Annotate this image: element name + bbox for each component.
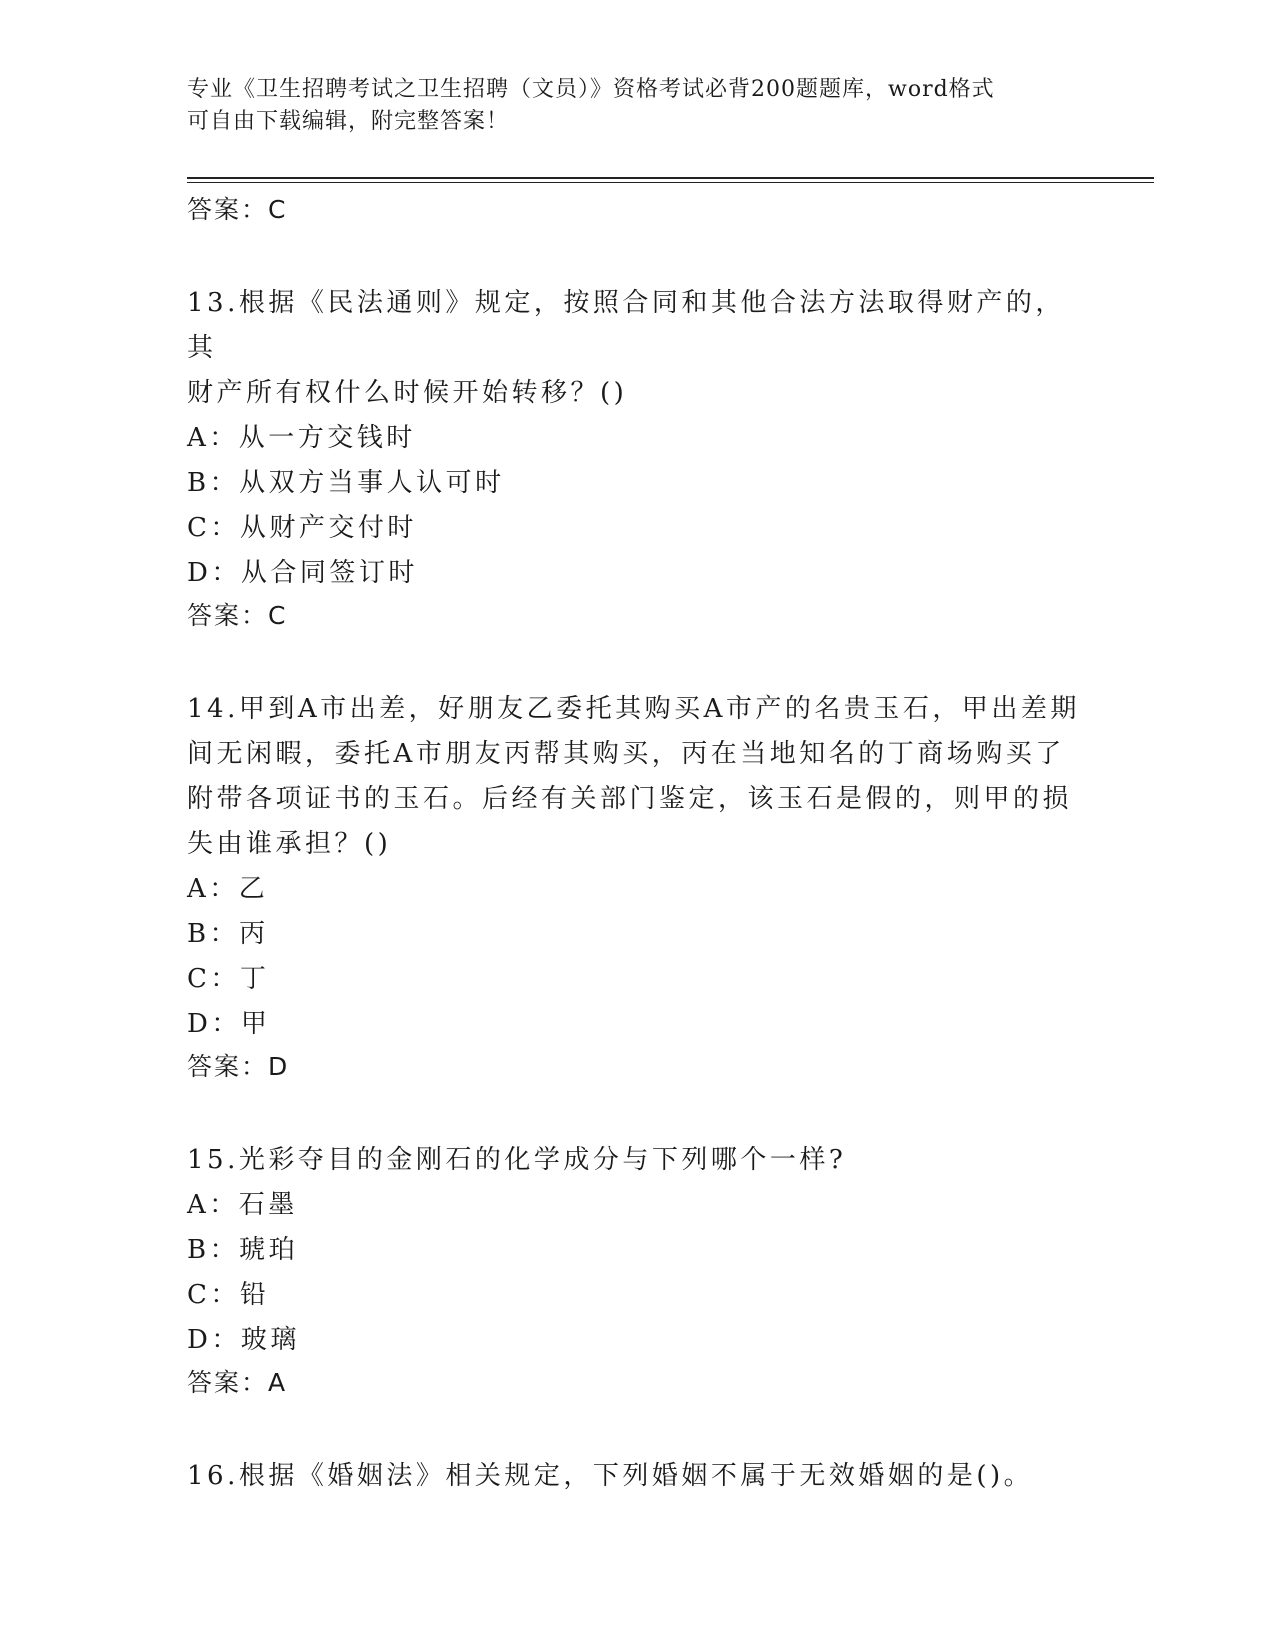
- question-text-line: 间无闲暇，委托A市朋友丙帮其购买，丙在当地知名的丁商场购买了: [187, 739, 1065, 769]
- header-divider: [187, 177, 1154, 183]
- question-15-text: [187, 1138, 1087, 1183]
- document-header: [187, 74, 1087, 138]
- answer-line: 答案：A: [187, 1368, 288, 1397]
- option-b: B：从双方当事人认可时: [187, 468, 505, 498]
- header-line-2: 可自由下载编辑，附完整答案！: [187, 109, 510, 134]
- option-a: A：从一方交钱时: [187, 423, 416, 453]
- answer-line: 答案：C: [187, 195, 288, 224]
- option-c: C：丁: [187, 964, 270, 994]
- question-text-line: 14.甲到A市出差，好朋友乙委托其购买A市产的名贵玉石，甲出差期: [187, 694, 1080, 724]
- option-a: A：乙: [187, 874, 269, 904]
- option-d: D：从合同签订时: [187, 558, 418, 588]
- question-list: [187, 190, 1087, 1499]
- option-d: D：甲: [187, 1009, 271, 1039]
- option-d: D：玻璃: [187, 1325, 300, 1355]
- question-14-text: [187, 687, 1087, 867]
- answer-line: 答案：D: [187, 1052, 290, 1081]
- option-c: C：从财产交付时: [187, 513, 417, 543]
- answer-line: 答案：C: [187, 601, 288, 630]
- question-text-line: 失由谁承担？(): [187, 829, 392, 859]
- question-13-text: [187, 281, 1087, 416]
- question-text-line: 15.光彩夺目的金刚石的化学成分与下列哪个一样?: [187, 1145, 847, 1175]
- question-16-text: [187, 1454, 1087, 1499]
- question-text-line: 13.根据《民法通则》规定，按照合同和其他合法方法取得财产的，其: [187, 288, 1065, 363]
- question-text-line: 附带各项证书的玉石。后经有关部门鉴定，该玉石是假的，则甲的损: [187, 784, 1073, 814]
- option-b: B：丙: [187, 919, 269, 949]
- option-a: A：石墨: [187, 1190, 298, 1220]
- question-text-line: 财产所有权什么时候开始转移？(): [187, 378, 628, 408]
- option-b: B：琥珀: [187, 1235, 299, 1265]
- option-c: C：铅: [187, 1280, 270, 1310]
- question-text-line: 16.根据《婚姻法》相关规定，下列婚姻不属于无效婚姻的是()。: [187, 1461, 1034, 1491]
- header-line-1: 专业《卫生招聘考试之卫生招聘（文员）》资格考试必背200题题库，word格式: [187, 77, 995, 102]
